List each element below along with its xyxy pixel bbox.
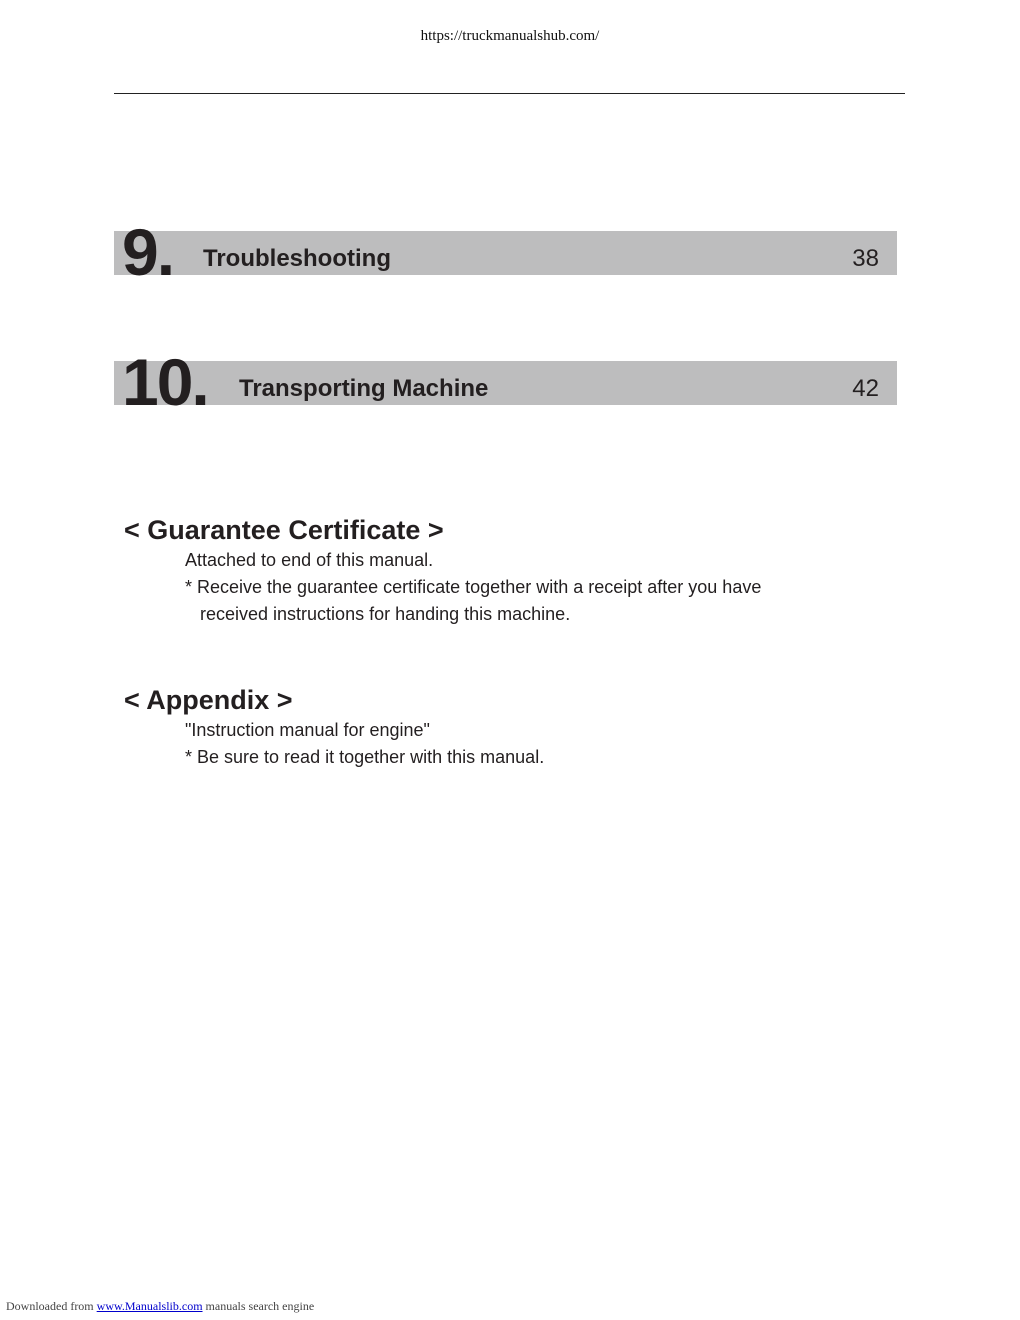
toc-page-number: 38: [852, 245, 879, 272]
download-footer: [6, 1299, 314, 1314]
footer-suffix: manuals search engine: [205, 1299, 315, 1313]
manualslib-link[interactable]: www.Manualslib.com: [96, 1299, 203, 1313]
toc-number: 10.: [122, 345, 208, 419]
guarantee-line: received instructions for handing this machine.: [200, 604, 571, 624]
toc-entry-transporting-machine[interactable]: [114, 325, 897, 419]
appendix-line: "Instruction manual for engine": [185, 720, 430, 740]
toc-number: 9.: [122, 215, 174, 289]
appendix-line: * Be sure to read it together with this manual.: [185, 747, 545, 767]
top-rule: [114, 93, 905, 94]
toc-band: [114, 361, 897, 405]
toc-title: Troubleshooting: [203, 245, 391, 272]
appendix-heading: < Appendix >: [124, 685, 293, 715]
guarantee-heading: < Guarantee Certificate >: [124, 515, 444, 545]
toc-page-number: 42: [852, 375, 879, 402]
toc-title: Transporting Machine: [239, 375, 489, 402]
guarantee-line: Attached to end of this manual.: [185, 550, 434, 570]
toc-entry-troubleshooting[interactable]: [114, 195, 897, 289]
page-url: https://truckmanualshub.com/: [420, 28, 600, 44]
guarantee-line: * Receive the guarantee certificate together with a receipt after you have: [185, 577, 762, 597]
footer-prefix: Downloaded from: [6, 1299, 94, 1313]
